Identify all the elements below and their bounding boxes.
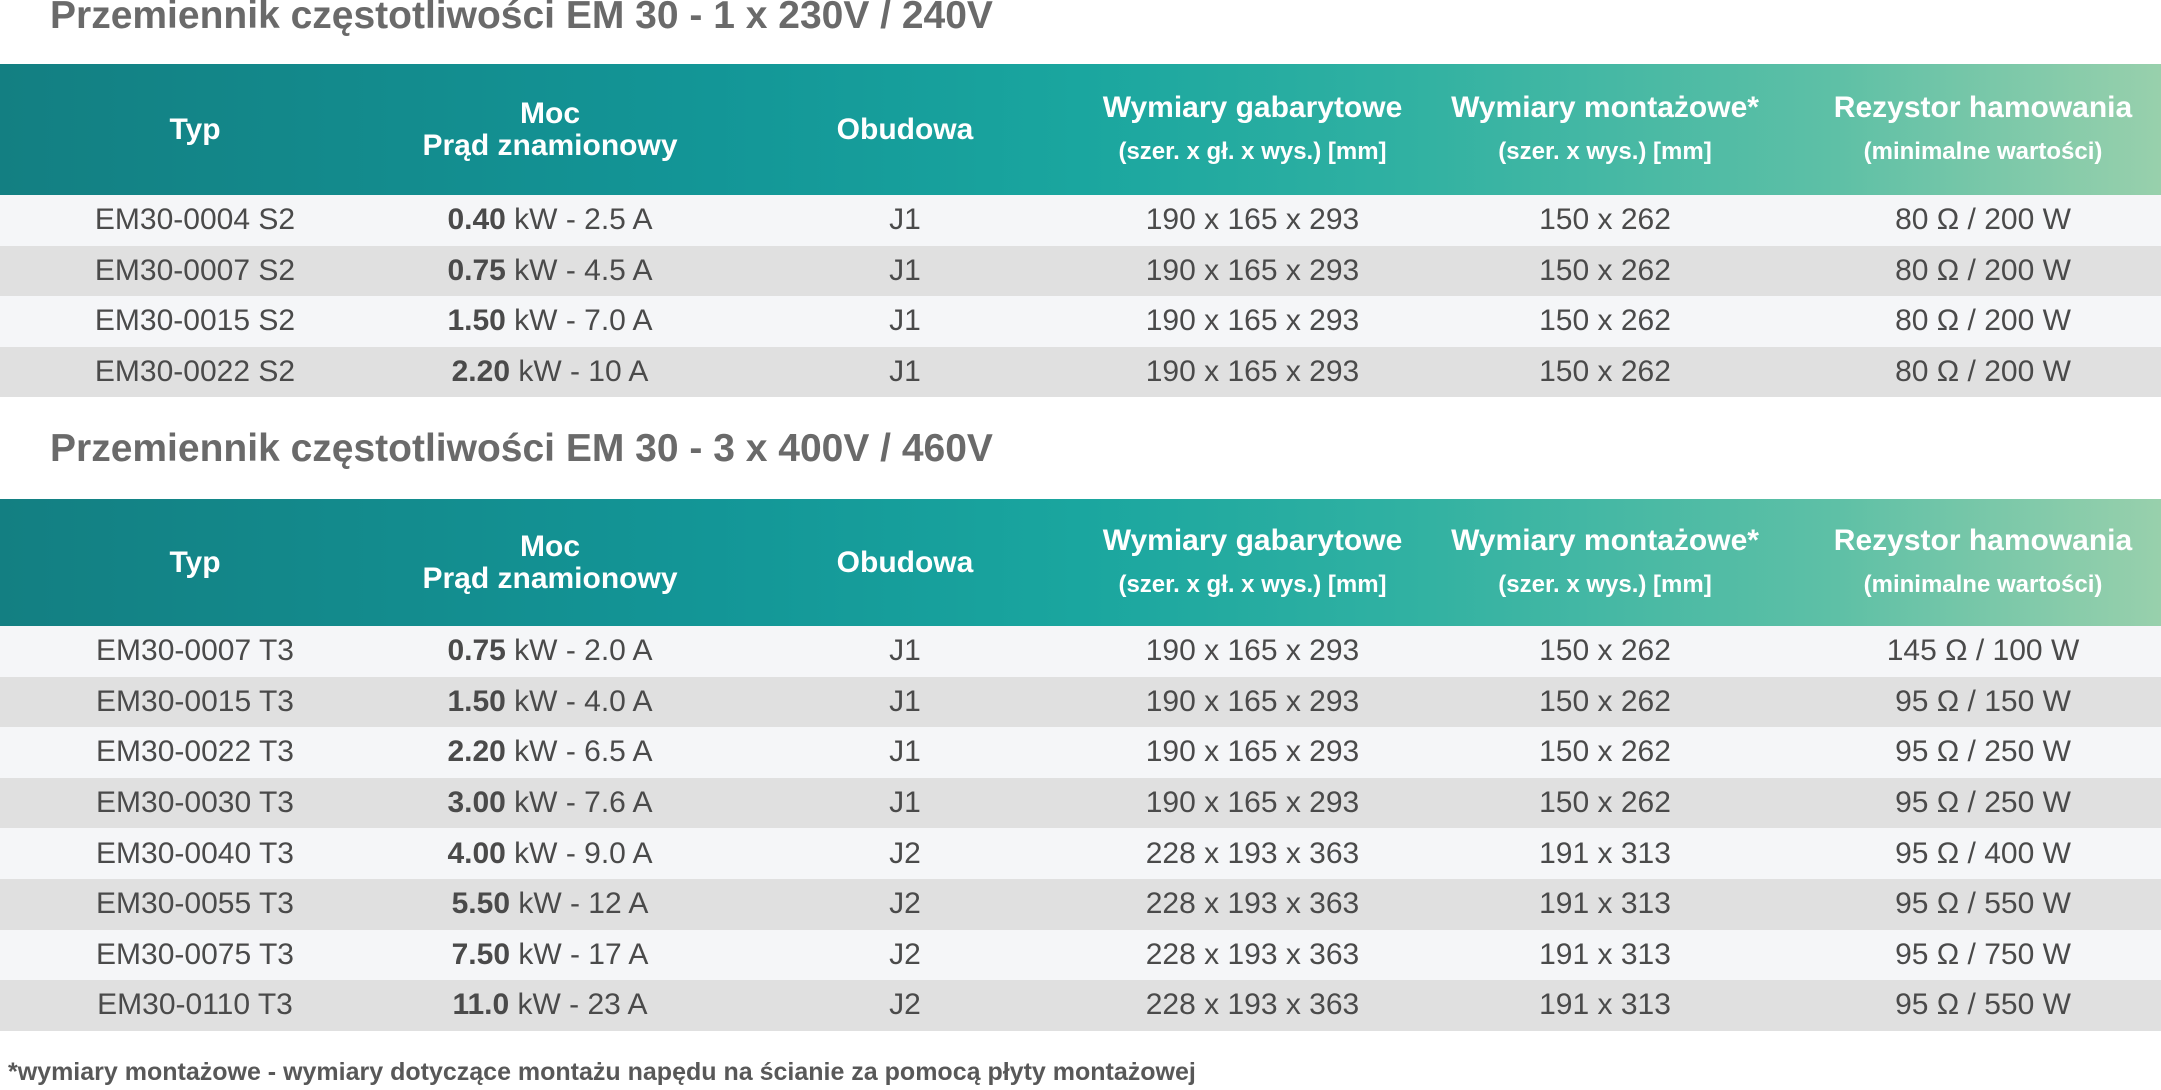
header-rezystor-line2: (minimalne wartości)	[1863, 137, 2103, 165]
table-row	[0, 727, 2161, 778]
cell-moc	[390, 727, 710, 778]
cell-rezystor: 80 Ω / 200 W	[1895, 253, 2071, 287]
header-rezystor-line1: Rezystor hamowania	[1833, 523, 2133, 557]
cell-montaz: 150 x 262	[1539, 304, 1671, 338]
header-moc-line2: Prąd znamionowy	[422, 128, 678, 162]
cell-typ: EM30-0015 S2	[94, 304, 296, 338]
cell-moc	[390, 879, 710, 930]
cell-gabaryt: 190 x 165 x 293	[1145, 304, 1360, 338]
cell-obudowa: J1	[889, 253, 921, 287]
cell-montaz: 191 x 313	[1539, 937, 1671, 971]
cell-rezystor: 145 Ω / 100 W	[1886, 634, 2080, 668]
cell-rezystor: 95 Ω / 400 W	[1895, 836, 2071, 870]
table-row	[0, 677, 2161, 728]
cell-moc	[390, 778, 710, 829]
table-row	[0, 778, 2161, 829]
cell-montaz: 150 x 262	[1539, 786, 1671, 820]
header-moc-line2: Prąd znamionowy	[422, 561, 678, 595]
spec-table-single-phase	[0, 64, 2161, 397]
cell-gabaryt: 190 x 165 x 293	[1145, 203, 1360, 237]
cell-rezystor: 95 Ω / 250 W	[1895, 786, 2071, 820]
cell-gabaryt: 190 x 165 x 293	[1145, 354, 1360, 388]
table-row	[0, 626, 2161, 677]
cell-moc	[390, 828, 710, 879]
header-gabaryt	[1100, 499, 1405, 626]
header-rezystor-line2: (minimalne wartości)	[1863, 570, 2103, 598]
cell-rezystor: 80 Ω / 200 W	[1895, 354, 2071, 388]
cell-current-value: kW - 7.6 A	[505, 786, 653, 820]
cell-typ: EM30-0075 T3	[96, 937, 294, 971]
header-montaz	[1405, 499, 1805, 626]
cell-moc	[390, 195, 710, 246]
header-rezystor	[1805, 499, 2161, 626]
cell-moc	[390, 246, 710, 297]
cell-gabaryt: 190 x 165 x 293	[1145, 786, 1360, 820]
header-montaz-line1: Wymiary montażowe*	[1451, 90, 1759, 124]
footnote: *wymiary montażowe - wymiary dotyczące montażu napędu na ścianie za pomocą płyty montażowej	[8, 1058, 1196, 1086]
cell-power-value: 5.50	[451, 887, 510, 921]
cell-rezystor: 95 Ω / 550 W	[1895, 887, 2071, 921]
cell-typ: EM30-0015 T3	[96, 684, 294, 718]
cell-current-value: kW - 4.0 A	[505, 684, 653, 718]
cell-montaz: 150 x 262	[1539, 354, 1671, 388]
cell-moc	[390, 677, 710, 728]
cell-gabaryt: 228 x 193 x 363	[1145, 836, 1360, 870]
cell-moc	[390, 626, 710, 677]
cell-gabaryt: 228 x 193 x 363	[1145, 887, 1360, 921]
cell-gabaryt: 190 x 165 x 293	[1145, 735, 1360, 769]
cell-typ: EM30-0022 T3	[96, 735, 294, 769]
cell-rezystor: 95 Ω / 250 W	[1895, 735, 2071, 769]
header-gabaryt-line1: Wymiary gabarytowe	[1102, 90, 1403, 124]
cell-typ: EM30-0022 S2	[94, 354, 296, 388]
cell-power-value: 2.20	[447, 735, 506, 769]
cell-typ: EM30-0040 T3	[96, 836, 294, 870]
cell-current-value: kW - 2.5 A	[505, 203, 653, 237]
cell-obudowa: J2	[889, 988, 921, 1022]
cell-current-value: kW - 12 A	[510, 887, 649, 921]
cell-obudowa: J1	[889, 203, 921, 237]
cell-current-value: kW - 10 A	[510, 354, 649, 388]
cell-typ: EM30-0030 T3	[96, 786, 294, 820]
header-rezystor-line1: Rezystor hamowania	[1833, 90, 2133, 124]
header-montaz-line2: (szer. x wys.) [mm]	[1498, 570, 1712, 598]
spec-table-three-phase	[0, 499, 2161, 1031]
cell-current-value: kW - 4.5 A	[505, 253, 653, 287]
header-obudowa: Obudowa	[836, 112, 974, 146]
cell-power-value: 0.75	[447, 634, 506, 668]
table-row	[0, 296, 2161, 347]
header-moc	[390, 499, 710, 626]
cell-gabaryt: 228 x 193 x 363	[1145, 937, 1360, 971]
cell-power-value: 7.50	[451, 937, 510, 971]
table-row	[0, 828, 2161, 879]
cell-montaz: 150 x 262	[1539, 634, 1671, 668]
cell-rezystor: 80 Ω / 200 W	[1895, 203, 2071, 237]
section-2-title: Przemiennik częstotliwości EM 30 - 3 x 400V / 460V	[50, 427, 993, 470]
cell-current-value: kW - 17 A	[510, 937, 649, 971]
header-montaz	[1405, 64, 1805, 195]
header-gabaryt-line2: (szer. x gł. x wys.) [mm]	[1118, 137, 1387, 165]
cell-obudowa: J1	[889, 304, 921, 338]
section-1-title: Przemiennik częstotliwości EM 30 - 1 x 230V / 240V	[50, 0, 993, 37]
cell-current-value: kW - 2.0 A	[505, 634, 653, 668]
cell-power-value: 2.20	[451, 354, 510, 388]
cell-current-value: kW - 23 A	[509, 988, 648, 1022]
header-gabaryt-line2: (szer. x gł. x wys.) [mm]	[1118, 570, 1387, 598]
cell-gabaryt: 228 x 193 x 363	[1145, 988, 1360, 1022]
cell-power-value: 4.00	[447, 836, 506, 870]
cell-obudowa: J2	[889, 937, 921, 971]
cell-obudowa: J1	[889, 354, 921, 388]
cell-montaz: 150 x 262	[1539, 735, 1671, 769]
table-row	[0, 195, 2161, 246]
header-gabaryt-line1: Wymiary gabarytowe	[1102, 523, 1403, 557]
cell-rezystor: 80 Ω / 200 W	[1895, 304, 2071, 338]
header-montaz-line2: (szer. x wys.) [mm]	[1498, 137, 1712, 165]
cell-gabaryt: 190 x 165 x 293	[1145, 634, 1360, 668]
cell-obudowa: J1	[889, 684, 921, 718]
header-gabaryt	[1100, 64, 1405, 195]
cell-obudowa: J2	[889, 887, 921, 921]
cell-current-value: kW - 9.0 A	[505, 836, 653, 870]
cell-montaz: 191 x 313	[1539, 887, 1671, 921]
cell-power-value: 3.00	[447, 786, 506, 820]
cell-rezystor: 95 Ω / 150 W	[1895, 684, 2071, 718]
cell-obudowa: J1	[889, 786, 921, 820]
cell-montaz: 150 x 262	[1539, 253, 1671, 287]
cell-power-value: 11.0	[452, 988, 510, 1022]
table-row	[0, 879, 2161, 930]
cell-typ: EM30-0004 S2	[94, 203, 296, 237]
cell-obudowa: J1	[889, 634, 921, 668]
header-moc-line1: Moc	[520, 529, 580, 563]
cell-obudowa: J2	[889, 836, 921, 870]
cell-gabaryt: 190 x 165 x 293	[1145, 684, 1360, 718]
table-header-row	[0, 64, 2161, 195]
cell-moc	[390, 980, 710, 1031]
cell-typ: EM30-0007 S2	[94, 253, 296, 287]
cell-power-value: 0.40	[447, 203, 506, 237]
cell-power-value: 1.50	[447, 684, 506, 718]
header-typ: Typ	[169, 545, 221, 579]
header-moc-line1: Moc	[520, 96, 580, 130]
table-row	[0, 980, 2161, 1031]
header-obudowa: Obudowa	[836, 545, 974, 579]
table-row	[0, 347, 2161, 398]
cell-moc	[390, 347, 710, 398]
header-typ: Typ	[169, 112, 221, 146]
header-moc	[390, 64, 710, 195]
cell-rezystor: 95 Ω / 550 W	[1895, 988, 2071, 1022]
cell-typ: EM30-0110 T3	[97, 988, 293, 1022]
cell-power-value: 1.50	[447, 304, 506, 338]
cell-typ: EM30-0007 T3	[96, 634, 294, 668]
cell-power-value: 0.75	[447, 253, 506, 287]
cell-obudowa: J1	[889, 735, 921, 769]
header-montaz-line1: Wymiary montażowe*	[1451, 523, 1759, 557]
cell-rezystor: 95 Ω / 750 W	[1895, 937, 2071, 971]
cell-typ: EM30-0055 T3	[96, 887, 294, 921]
cell-current-value: kW - 6.5 A	[505, 735, 653, 769]
cell-montaz: 150 x 262	[1539, 684, 1671, 718]
table-row	[0, 930, 2161, 981]
cell-current-value: kW - 7.0 A	[505, 304, 653, 338]
cell-moc	[390, 930, 710, 981]
table-header-row	[0, 499, 2161, 626]
cell-montaz: 150 x 262	[1539, 203, 1671, 237]
cell-moc	[390, 296, 710, 347]
table-row	[0, 246, 2161, 297]
cell-montaz: 191 x 313	[1539, 988, 1671, 1022]
header-rezystor	[1805, 64, 2161, 195]
cell-gabaryt: 190 x 165 x 293	[1145, 253, 1360, 287]
cell-montaz: 191 x 313	[1539, 836, 1671, 870]
